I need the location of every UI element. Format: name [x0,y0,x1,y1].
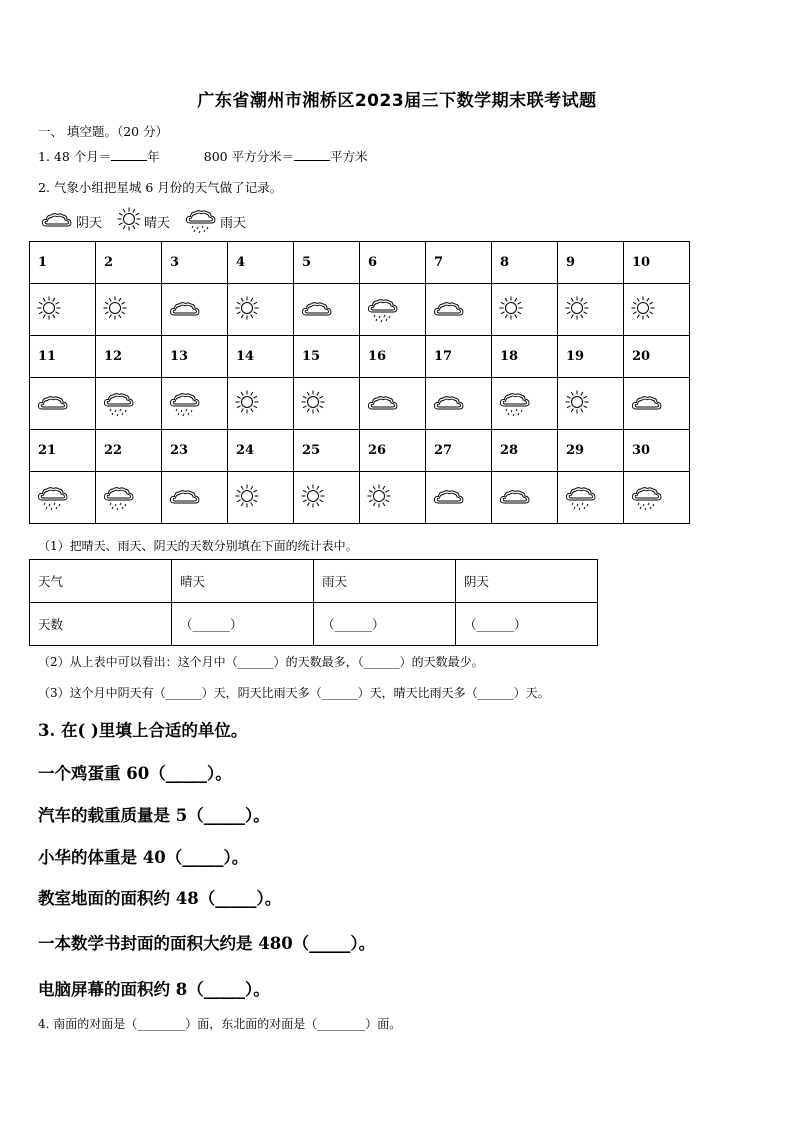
calendar-day-number: 14 [228,336,294,378]
calendar-weather-cell [558,378,624,430]
q1-unit1: 年 [147,149,160,164]
calendar-weather-cell [360,378,426,430]
cloud-icon [168,493,202,512]
stat-header-cell: 天气 [30,560,172,603]
calendar-weather-cell [624,378,690,430]
calendar-weather-cell [228,284,294,336]
calendar-day-number: 24 [228,430,294,472]
question-3-item: 教室地面的面积约 48（_____）。 [38,889,282,908]
stat-answer-blank[interactable]: （______） [172,603,314,646]
q3-title-text: 3. 在( )里填上合适的单位。 [38,721,248,740]
legend-label: 雨天 [220,215,247,231]
question-3-item: 电脑屏幕的面积约 8（_____）。 [38,980,270,999]
calendar-day-number: 28 [492,430,558,472]
weather-stat-table [29,559,598,646]
calendar-weather-cell [492,284,558,336]
calendar-day-number: 23 [162,430,228,472]
calendar-day-number: 26 [360,430,426,472]
cloud-icon [300,305,334,324]
calendar-weather-cell [360,472,426,524]
calendar-day-number: 25 [294,430,360,472]
calendar-weather-cell [228,472,294,524]
sun-icon [498,306,524,325]
calendar-day-number: 30 [624,430,690,472]
legend-label: 晴天 [144,215,171,231]
sun-icon [234,306,260,325]
sun-icon [116,206,144,236]
legend-item-sun [116,206,170,236]
calendar-day-number: 5 [294,242,360,284]
stat-header-cell: 阴天 [456,560,598,603]
question-2-intro: 2. 气象小组把星城 6 月份的天气做了记录。 [38,180,283,195]
question-2-sub2: （2）从上表中可以看出：这个月中（______）的天数最多，（______）的天数最少。 [38,655,484,669]
calendar-weather-cell [228,378,294,430]
rain-icon [102,496,136,515]
cloud-icon [498,493,532,512]
calendar-day-number: 1 [30,242,96,284]
q1-part2: 800 平方分米＝ [203,149,295,164]
calendar-day-number: 22 [96,430,162,472]
answer-blank[interactable] [294,149,330,161]
calendar-weather-cell [294,472,360,524]
calendar-day-number: 21 [30,430,96,472]
calendar-day-number: 15 [294,336,360,378]
cloud-icon [366,399,400,418]
calendar-weather-cell [162,378,228,430]
calendar-day-number: 6 [360,242,426,284]
cloud-icon [432,399,466,418]
calendar-day-number: 11 [30,336,96,378]
calendar-day-number: 20 [624,336,690,378]
section-heading: 一、 填空题。（20 分） [38,124,169,139]
question-3-item: 一本数学书封面的面积大约是 480（_____）。 [38,934,376,953]
sun-icon [234,400,260,419]
answer-blank[interactable] [111,149,147,161]
calendar-day-number: 19 [558,336,624,378]
calendar-weather-cell [96,284,162,336]
sun-icon [234,494,260,513]
cloud-icon [432,493,466,512]
sun-icon [564,306,590,325]
calendar-day-number: 3 [162,242,228,284]
rain-icon [102,402,136,421]
sun-icon [36,306,62,325]
sun-icon [564,400,590,419]
calendar-weather-cell [426,284,492,336]
calendar-weather-cell [426,472,492,524]
cloud-icon [168,305,202,324]
cloud-icon [630,399,664,418]
calendar-weather-cell [30,472,96,524]
rain-icon [168,402,202,421]
rain-icon [36,496,70,515]
rain-icon [564,496,598,515]
sun-icon [300,400,326,419]
calendar-weather-cell [624,284,690,336]
stat-header-cell: 晴天 [172,560,314,603]
calendar-weather-cell [294,378,360,430]
page-title: 广东省潮州市湘桥区2023届三下数学期末联考试题 [197,91,597,111]
rain-icon [498,402,532,421]
calendar-weather-cell [492,378,558,430]
sun-icon [366,494,392,513]
calendar-weather-cell [426,378,492,430]
q1-unit2: 平方米 [330,149,368,164]
weather-legend [40,208,260,234]
cloud-icon [36,399,70,418]
sun-icon [102,306,128,325]
question-3-item: 一个鸡蛋重 60（_____）。 [38,764,232,783]
stat-row-label: 天数 [30,603,172,646]
calendar-day-number: 29 [558,430,624,472]
calendar-weather-cell [30,284,96,336]
question-3-title [38,717,247,741]
calendar-weather-cell [162,284,228,336]
calendar-day-number: 27 [426,430,492,472]
q1-part1: 1. 48 个月＝ [38,149,112,164]
calendar-day-number: 7 [426,242,492,284]
calendar-weather-cell [558,472,624,524]
calendar-weather-cell [492,472,558,524]
question-2-sub3: （3）这个月中阴天有（______）天，阴天比雨天多（______）天，晴天比雨天多（______）天。 [38,686,550,700]
rain-icon [366,308,400,327]
calendar-weather-cell [162,472,228,524]
question-1 [38,147,368,165]
legend-item-rain [184,204,246,238]
calendar-weather-cell [96,378,162,430]
cloud-icon [40,207,76,235]
calendar-day-number: 8 [492,242,558,284]
question-4: 4. 南面的对面是（________）面，东北面的对面是（________）面。 [38,1017,402,1031]
calendar-weather-cell [294,284,360,336]
calendar-weather-cell [96,472,162,524]
calendar-day-number: 17 [426,336,492,378]
stat-header-cell: 雨天 [314,560,456,603]
calendar-day-number: 12 [96,336,162,378]
legend-label: 阴天 [76,215,103,231]
calendar-day-number: 18 [492,336,558,378]
sun-icon [300,494,326,513]
question-3-item: 汽车的载重质量是 5（_____）。 [38,806,270,825]
calendar-day-number: 2 [96,242,162,284]
stat-answer-blank[interactable]: （______） [314,603,456,646]
rain-icon [184,204,220,238]
rain-icon [630,496,664,515]
calendar-weather-cell [558,284,624,336]
question-2-sub1: （1）把晴天、雨天、阴天的天数分别填在下面的统计表中。 [38,539,358,553]
cloud-icon [432,305,466,324]
calendar-weather-cell [30,378,96,430]
calendar-day-number: 4 [228,242,294,284]
calendar-weather-cell [624,472,690,524]
legend-item-cloud [40,207,102,235]
stat-answer-blank[interactable]: （______） [456,603,598,646]
calendar-day-number: 10 [624,242,690,284]
calendar-day-number: 13 [162,336,228,378]
calendar-day-number: 9 [558,242,624,284]
sun-icon [630,306,656,325]
weather-calendar [29,241,690,524]
calendar-weather-cell [360,284,426,336]
question-3-item: 小华的体重是 40（_____）。 [38,848,249,867]
calendar-day-number: 16 [360,336,426,378]
